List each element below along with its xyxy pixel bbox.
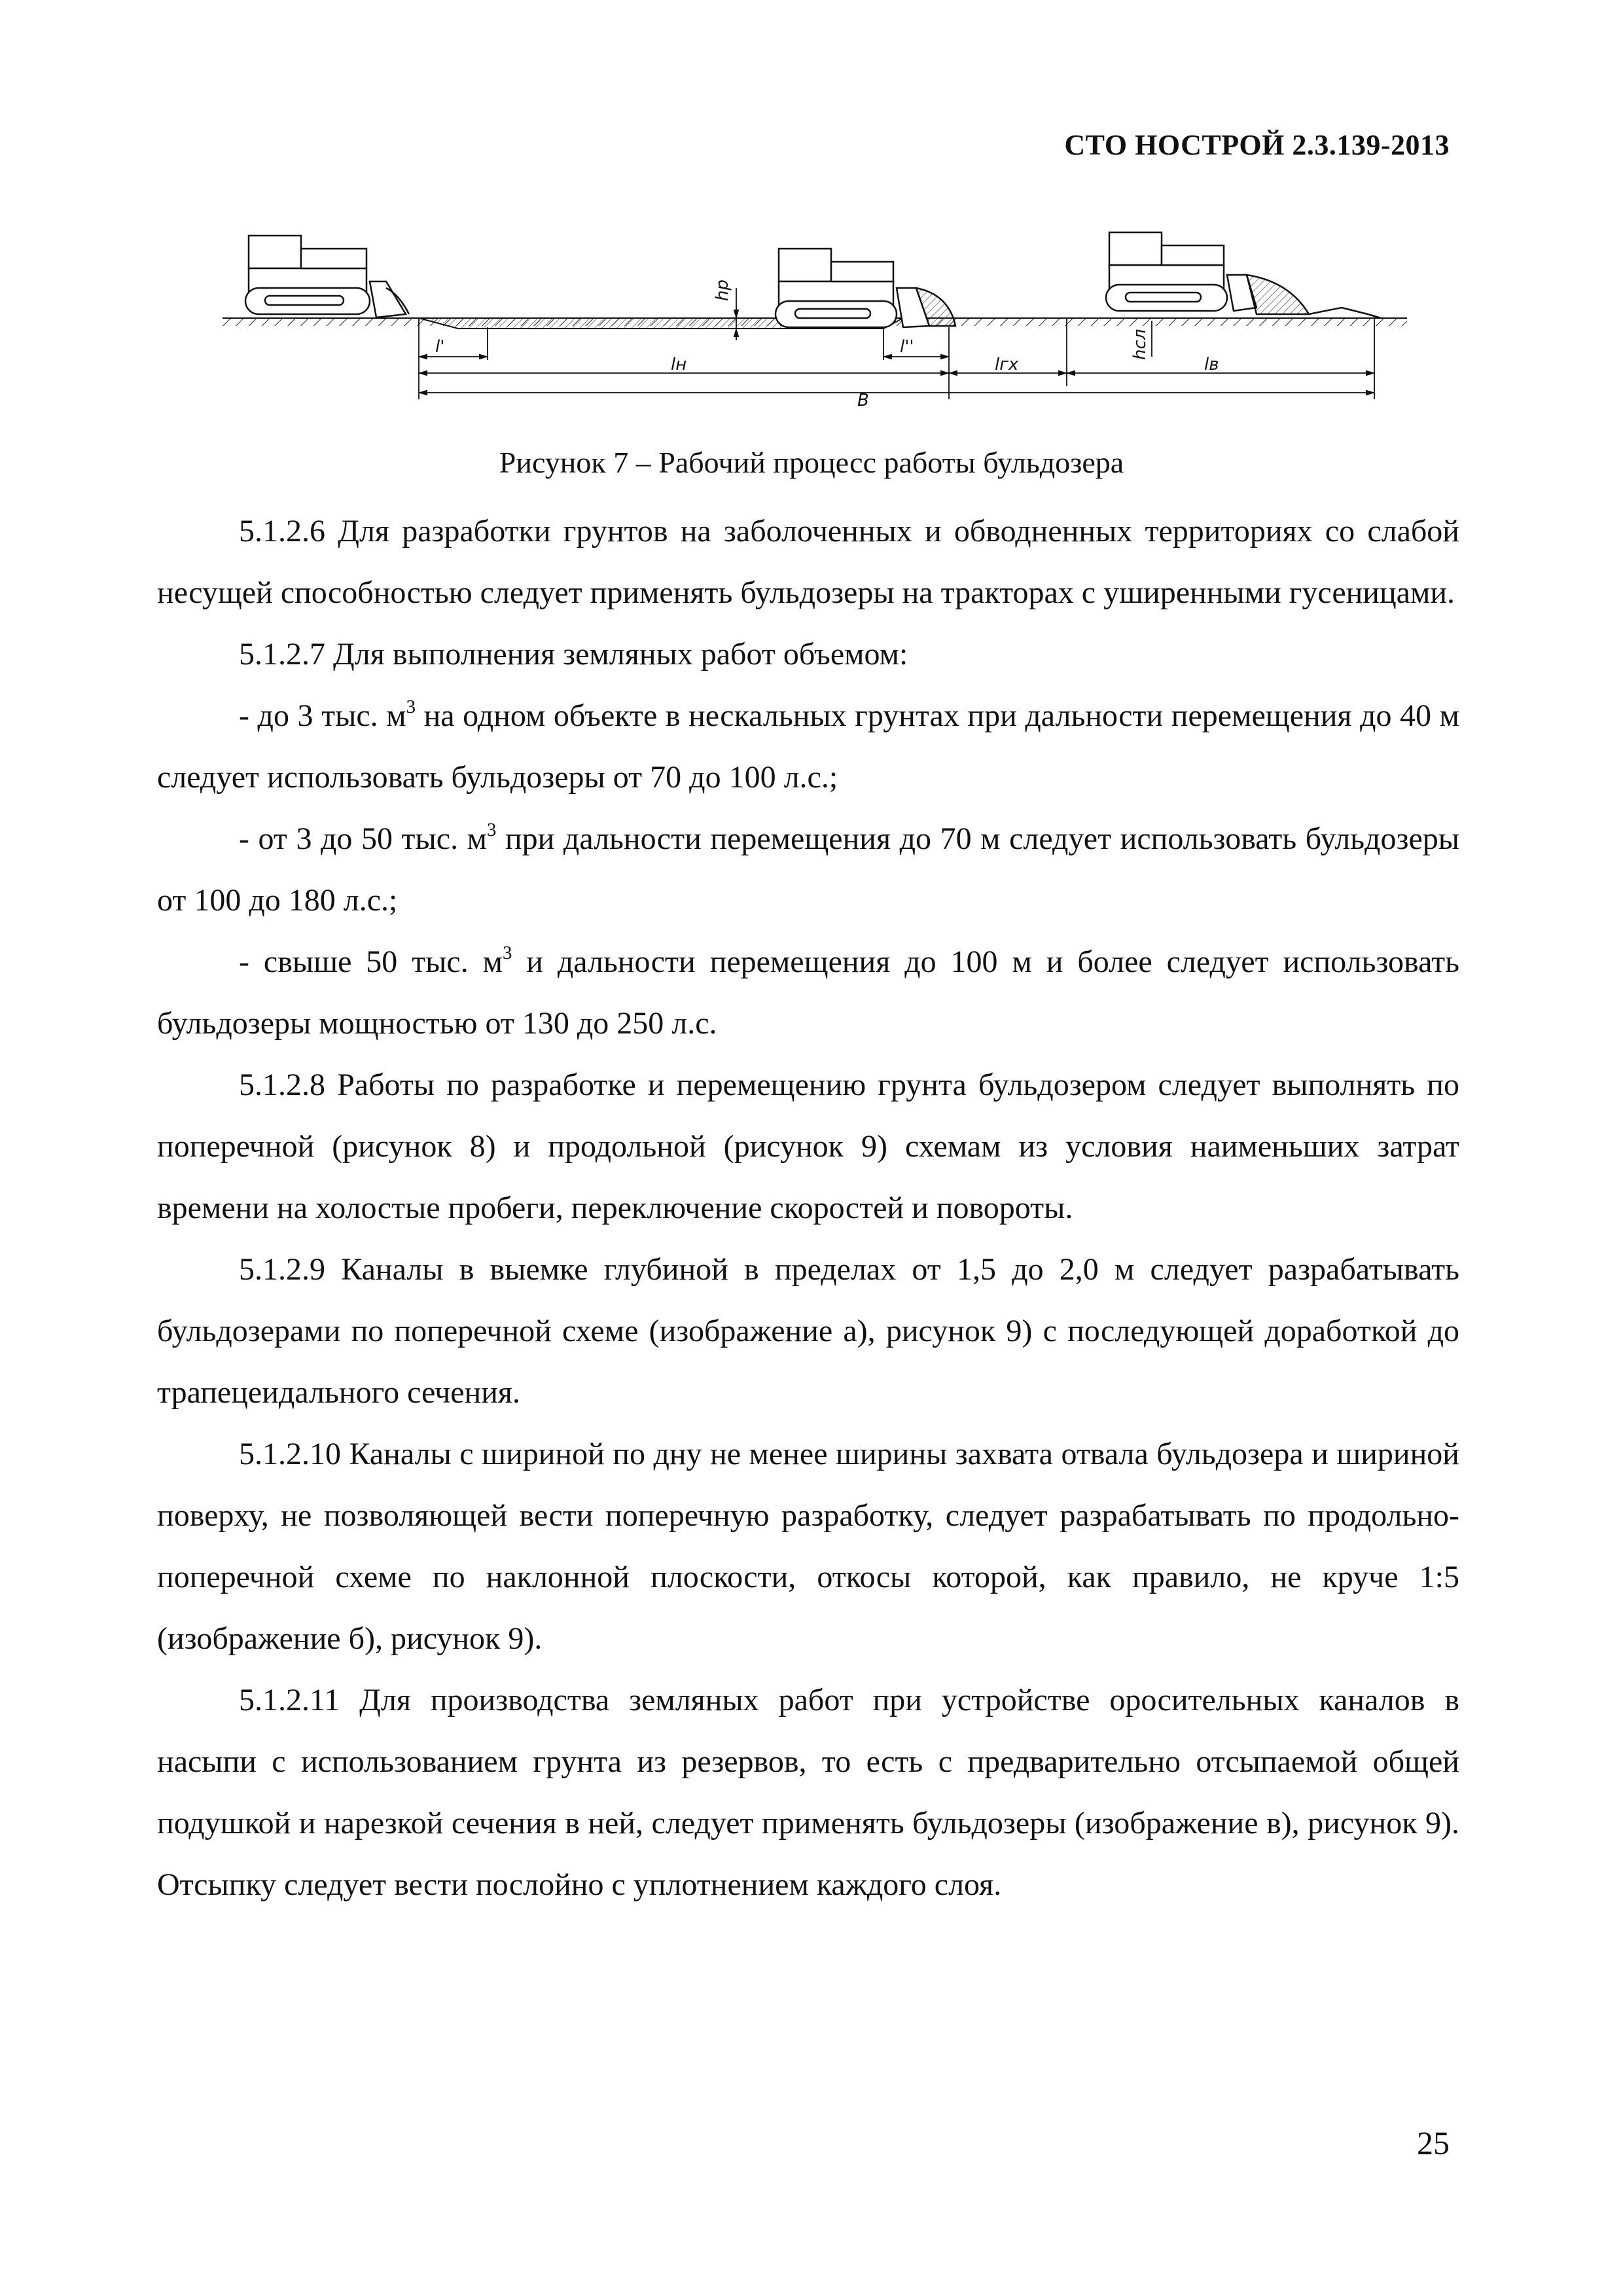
label-h-sl: hсл [1130, 329, 1150, 360]
list-item-up-to-3k: - до 3 тыс. $м^3$ на одном объекте в нескальных грунтах при дальности перемещения до 40 м следует использовать бульдозеры от 70 до 100 л.с.; [157, 696, 1460, 795]
bulldozer-2 [776, 249, 955, 327]
label-l-v: lв [1204, 355, 1219, 374]
body-text [157, 501, 1459, 1916]
list-item-3k-to-50k: - от 3 до 50 тыс. $м^3$ при дальности перемещения до 70 м следует использовать бульдозеры от 100 до 180 л.с.; [157, 819, 1459, 918]
label-l-gx: lгх [995, 355, 1019, 374]
paragraph-5-1-2-8: 5.1.2.8 Работы по разработке и перемещению грунта бульдозером следует выполнять по поперечной (рисунок 8) и продольной (рисунок 9) схемам из условия наименьших затрат времени на холостые пробеги, переключение скоростей и повороты. [157, 1067, 1459, 1225]
bulldozer-1 [245, 236, 409, 317]
bulldozer-process-figure [209, 209, 1420, 432]
document-code-header: СТО НОСТРОЙ 2.3.139-2013 [1064, 129, 1450, 161]
paragraph-5-1-2-6: 5.1.2.6 Для разработки грунтов на заболоченных и обводненных территориях со слабой несущей способностью следует применять бульдозеры на тракторах с уширенными гусеницами. [157, 514, 1459, 610]
paragraph-5-1-2-10: 5.1.2.10 Каналы с шириной по дну не менее ширины захвата отвала бульдозера и шириной поверху, не позволяющей вести поперечную разработку, следует разрабатывать по продольно-поперечной схеме по наклонной плоскости, откосы которой, как правило, не круче 1:5 (изображение б), рисунок 9). [157, 1437, 1459, 1656]
bulldozer-diagram [209, 209, 1420, 432]
bulldozer-3 [1106, 232, 1381, 318]
label-l-n: lн [671, 355, 687, 374]
figure-caption: Рисунок 7 – Рабочий процесс работы бульдозера [499, 446, 1124, 479]
label-B: В [857, 391, 869, 410]
label-l-prime: l' [435, 337, 445, 357]
page-number: 25 [1417, 2125, 1450, 2161]
paragraph-5-1-2-7: 5.1.2.7 Для выполнения земляных работ объемом: [239, 637, 908, 672]
label-h-p: hр [713, 279, 732, 301]
list-item-over-50k: - свыше 50 тыс. $м^3$ и дальности перемещения до 100 м и более следует использовать бульдозеры мощностью от 130 до 250 л.с. [157, 942, 1460, 1041]
paragraph-5-1-2-11: 5.1.2.11 Для производства земляных работ при устройстве оросительных каналов в насыпи с использованием грунта из резервов, то есть с предварительно отсыпаемой общей подушкой и нарезкой сечения в ней, следует применять бульдозеры (изображение в), рисунок 9). Отсыпку следует вести послойно с уплотнением каждого слоя. [157, 1683, 1459, 1902]
label-l-double-prime: l'' [900, 337, 914, 357]
paragraph-5-1-2-9: 5.1.2.9 Каналы в выемке глубиной в пределах от 1,5 до 2,0 м следует разрабатывать бульдозерами по поперечной схеме (изображение а), рисунок 9) с последующей доработкой до трапецеидального сечения. [157, 1252, 1459, 1410]
